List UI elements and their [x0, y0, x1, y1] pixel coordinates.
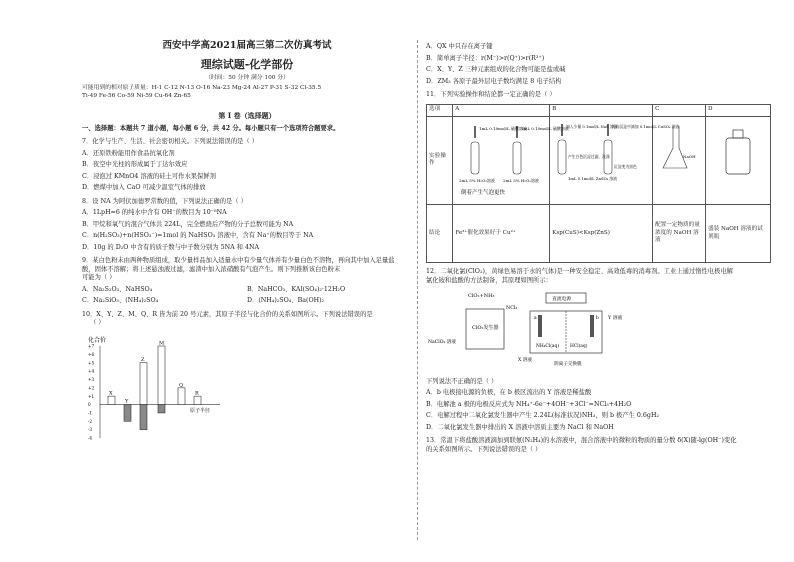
table-header: 选项 [427, 104, 453, 116]
flask-icon [663, 126, 687, 168]
option: B．电解池 a 极的电极反应式为 NH₄⁺-6e⁻+4OH⁻+3Cl⁻=NCl₃+4H₂O [426, 400, 632, 408]
reagent-label: NaOH [683, 153, 696, 159]
diagram-label: Y 溶液 [608, 316, 623, 322]
bar-category-label: Y [125, 398, 129, 405]
column-divider [417, 40, 418, 540]
row-label: 结论 [427, 205, 453, 263]
question-7: 7．化学与生产、生活、社会密切相关。下列说法错误的是（ ） [82, 138, 259, 146]
reagent-label: 再向沉淀中滴加 0.1mol/L CuSO₄ 溶液 [612, 123, 680, 129]
reagent-label: 1mL 0.1mol/L ZnSO₄ 溶液 [568, 175, 618, 181]
test-tubes-diagram [455, 118, 570, 200]
y-tick-label: +1 [88, 393, 95, 399]
question-9: 9．某白色粉末由两种物质组成，取少量样品加入适量水中有少量气体并有少量白色不溶物，再向其中加入足量盐 [82, 257, 395, 265]
reagent-label: 2mL 5% H₂O₂溶液 [459, 177, 496, 183]
option: D．二氧化氯发生器中排出的 X 溶液中溶质主要为 NaCl 和 NaOH [426, 423, 614, 431]
option: A．1LpH=6 的纯水中含有 OH⁻的数目为 10⁻⁸NA [82, 209, 227, 217]
observation-label: 倒着产生气泡更快 [461, 189, 506, 196]
section-instruction: 一、选择题：本题共 7 道小题，每小题 6 分，共 42 分。每小题只有一个选项符合题要求。 [82, 124, 340, 132]
exam-title: 理综试题-化学部份 [200, 57, 294, 71]
experiment-table [426, 104, 771, 264]
y-tick-label: +2 [88, 384, 95, 390]
school-title: 西安中学高2021届高三第二次仿真考试 [162, 40, 332, 51]
option: A．QX 中只存在离子键 [426, 43, 493, 50]
electrode-a [538, 315, 542, 337]
bars [108, 340, 201, 429]
reagent-bottle-diagram [708, 118, 768, 200]
test-tube-icon [471, 142, 479, 174]
atomic-mass-line: 可能用到的相对原子质量：H-1 C-12 N-13 O-16 Na-23 Mg-24 Al-27 P-31 S-32 Cl-35.5 [82, 85, 322, 92]
y-tick-label: -1 [88, 410, 93, 416]
cell-c-apparatus [653, 116, 706, 205]
bottle-stopper-icon [733, 130, 743, 138]
y-tick-label: -2 [88, 418, 93, 424]
option: D．(NH₄)₂SO₄、Ba(OH)₂ [247, 297, 325, 305]
reagent-label: 1mL 0.10mol/L 硫酸溶液 [479, 125, 528, 131]
bar-category-label: Q [179, 381, 184, 388]
diagram-label: ClO₂+NH₃ [468, 293, 495, 300]
table-header: B [550, 104, 653, 116]
left-column [82, 40, 412, 447]
option: B．NaHCO₃、KAl(SO₄)₂·12H₂O [247, 285, 346, 293]
bottle-icon [726, 138, 750, 174]
y-tick-label: +7 [88, 343, 95, 349]
diagram-label: 直流电源 [552, 297, 572, 303]
option: C．n(H₂SO₃)+n(HSO₃⁻)=1mol 的 NaHSO₃ 溶液中，含有 Na⁺的数目等于 NA [82, 232, 314, 240]
y-tick-label: +3 [88, 376, 95, 382]
table-header: A [453, 104, 550, 116]
option: A．Na₂S₂O₃、NaHSO₄ [82, 285, 153, 293]
electrolysis-apparatus-diagram [426, 289, 656, 369]
question-12-prompt: 下列说法不正确的是（ ） [426, 377, 498, 385]
valence-chart [82, 334, 222, 444]
y-tick-label: +4 [88, 368, 95, 374]
reagent-label: 1mL 0.10mol/L 硫酸溶液 [521, 125, 570, 131]
diagram-label: NH₄Cl(aq) [536, 344, 560, 350]
reagent-label: 2mL 5% H₂O₂溶液 [503, 177, 540, 183]
conclusion-cell: Ksp(CuS)<Ksp(ZnS) [550, 205, 653, 263]
option: C．电解过程中二氧化氯发生器中产生 2.24L(标准状况)NH₃，则 b 极产生 0.6gH₂ [426, 412, 659, 420]
bar-negative-valence [124, 404, 131, 421]
diagram-label: NCl₃ [506, 306, 518, 312]
bar-positive-valence [194, 396, 201, 404]
test-tube-icon [558, 140, 566, 174]
conclusion-cell: 盛装 NaOH 溶液的试剂瓶 [706, 205, 771, 263]
question-12-cont: 氯化铵和盐酸的方法制备，其原理如图所示： [426, 276, 552, 284]
y-tick-label: +6 [88, 351, 95, 357]
section-title: 第 I 卷（选择题） [218, 111, 276, 121]
option: A．还原铁粉能用作食品抗氧化剂 [82, 149, 175, 157]
cell-a-apparatus [453, 116, 570, 205]
bar-positive-valence [108, 396, 115, 404]
cell-b-apparatus [550, 116, 680, 205]
diagram-label: NaClO₂ 溶液 [428, 340, 456, 346]
table-header: C [653, 104, 706, 116]
option: C．浸泡过 KMnO4 溶液的硅土可作水果保鲜剂 [82, 172, 216, 180]
question-13-cont: 的关系如图所示。下列说法错误的是（ ） [426, 445, 542, 453]
bar-negative-valence [158, 404, 165, 412]
electrode-b [590, 315, 594, 337]
question-11: 11．下列实验操作和结论都一定正确的是（ ） [426, 91, 556, 98]
option: B．简单离子半径：r(M⁻)>r(Q⁺)>r(R²⁺) [426, 54, 545, 62]
diagram-label: b [596, 316, 599, 322]
diagram-label: ClO₂发生器 [472, 325, 499, 332]
option: B．甲烷和氧气的混合气体共 224L，完全燃烧后产物的分子总数可能为 NA [82, 220, 294, 228]
precipitate-diagram [552, 118, 680, 200]
y-tick-label: +5 [88, 359, 95, 365]
question-10-cont: （ ） [90, 319, 105, 327]
question-8: 8．设 NA 为阿伏加德罗常数的值，下列说法正确的是（ ） [82, 197, 247, 205]
diagram-label: X 溶液 [518, 358, 532, 364]
option: C．X、Y、Z 三种元素组成的化合物可能是盐或碱 [426, 66, 566, 73]
bar-positive-valence [158, 346, 165, 405]
test-tube-icon [513, 142, 521, 174]
bar-category-label: R [195, 390, 199, 397]
reagent-label: 加入少量 0.1mol/L NaS 溶液 [566, 123, 618, 129]
bar-category-label: M [159, 340, 165, 347]
conclusion-cell: Fe³⁺催化效果好于 Cu²⁺ [453, 205, 550, 263]
option: A．b 电极接电源的负极，在 b 极区流出的 Y 溶液是稀盐酸 [426, 389, 592, 397]
cell-d-apparatus [706, 116, 771, 205]
diagram-label: a [534, 316, 537, 322]
question-12: 12．二氧化氯(ClO₂)，黄绿色易溶于水的气体)是一种安全稳定、高效低毒的消毒剂。工业上通过惰性电极电解 [426, 268, 733, 276]
conclusion-cell: 配置一定物质的量浓度的 NaOH 溶液 [653, 205, 706, 263]
atomic-mass-line: Ti-49 Fe-56 Co-59 Ni-59 Cu-64 Zn-65 [82, 93, 191, 100]
option: D．ZM₃ 各原子最外层电子数均满足 8 电子结构 [426, 77, 562, 85]
bar-positive-valence [140, 362, 147, 404]
volumetric-flask-diagram [655, 118, 701, 200]
y-tick-label: -4 [88, 435, 93, 441]
option: D．燃煤中加入 CaO 可减少温室气体的排放 [82, 184, 206, 192]
question-13: 13．常温下将盐酸溶液滴加到联氨(N₂H₄)的水溶液中，混合溶液中的微粒的物质的量分数 δ(X)随-lg(OH⁻)变化 [426, 437, 737, 445]
option: D．10g 的 D₂O 中含有的质子数与中子数分别为 5NA 和 4NA [82, 243, 260, 251]
table-header: D [706, 104, 771, 116]
y-tick-label: 0 [88, 401, 91, 407]
question-10: 10．X、Y、Z、M、Q、R 皆为前 20 号元素，其原子半径与化合价的关系如图所示。下列说法错误的是 [82, 310, 373, 318]
row-label: 实验操作 [427, 116, 453, 205]
chart-title: 化合价 [88, 336, 107, 344]
x-axis-label: 原子半径 [190, 407, 211, 414]
y-tick-label: -3 [88, 426, 93, 432]
bar-category-label: X [109, 390, 113, 397]
reagent-label: 产生白色沉淀过滤、洗涤 [568, 153, 610, 159]
observation-label: 沉淀变为黑色 [614, 163, 637, 169]
question-9-cont: 可能为（ ） [82, 274, 116, 282]
diagram-label: 阴离子交换膜 [554, 362, 582, 368]
bar-category-label: Z [141, 356, 145, 363]
right-column [426, 40, 771, 454]
y-ticks [88, 343, 95, 440]
time-note: （时间：50 分钟 满分 100 分） [205, 74, 289, 81]
bar-negative-valence [140, 404, 147, 429]
bar-positive-valence [178, 387, 185, 404]
diagram-label: HCl(aq) [570, 344, 588, 350]
question-9-cont: 酸，固体不溶解；将上述悬浊液过滤，滤渣中加入浓硝酸有气泡产生。则下列推断该白色粉末 [82, 265, 341, 273]
option: C．Na₂SiO₃、(NH₄)₂SO₄ [82, 297, 159, 305]
option: B．夜空中光柱的形成属于丁达尔效应 [82, 161, 188, 169]
